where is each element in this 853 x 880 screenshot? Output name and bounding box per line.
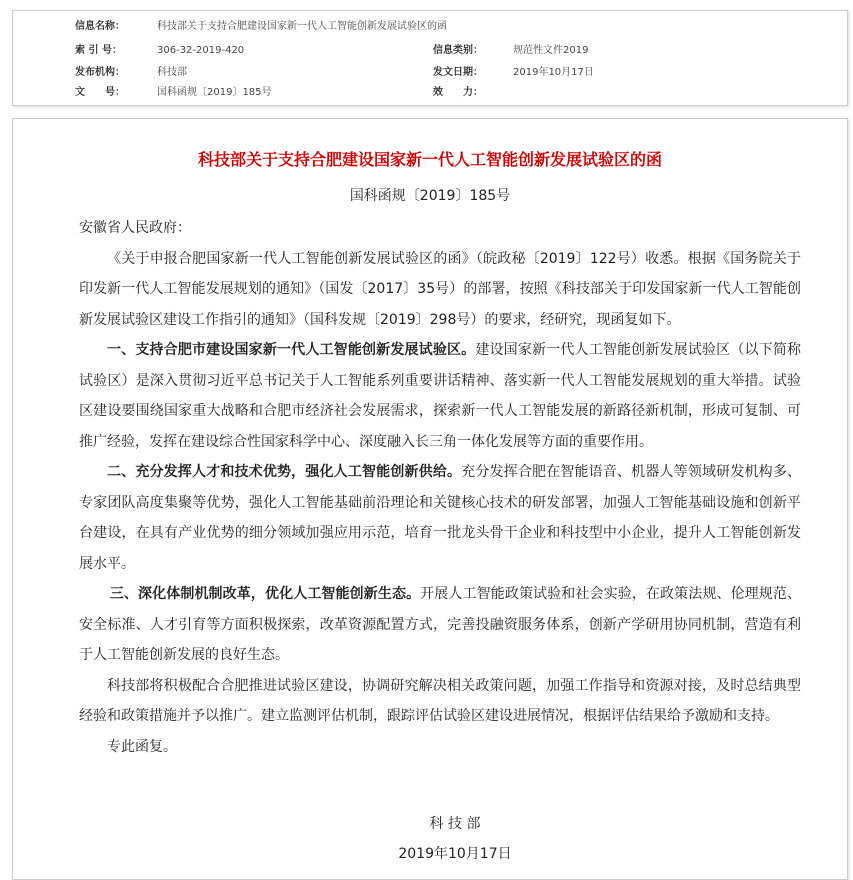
info-validity-label: 效 力： <box>433 87 483 98</box>
document-title: 科技部关于支持合肥建设国家新一代人工智能创新发展试验区的函 <box>197 150 662 169</box>
info-index-value: 306-32-2019-420 <box>157 45 245 56</box>
paragraph-intro: 《关于申报合肥国家新一代人工智能创新发展试验区的函》（皖政秘〔2019〕122号）收悉。根据《国务院关于印发新一代人工智能发展规划的通知》（国发〔2017〕35号）的部署，按照《科技部关于印发国家新一代人工智能创新发展试验区建设工作指引的通知》（国科发规〔2019〕298号）的要求，经研究，现函复如下。 <box>79 250 801 328</box>
document-number: 国科函规〔2019〕185号 <box>349 188 511 204</box>
section-3 <box>79 579 801 671</box>
info-docno-value: 国科函规〔2019〕185号 <box>157 87 272 98</box>
info-org-value: 科技部 <box>157 67 187 78</box>
document-body <box>12 118 848 880</box>
info-date-label: 发文日期： <box>433 67 483 78</box>
signature-date: 2019年10月17日 <box>398 846 512 862</box>
signature: 科 技 部 <box>429 816 481 832</box>
document-text <box>79 213 801 762</box>
info-docno-label: 文 号： <box>75 87 125 98</box>
section-1-body: 建设国家新一代人工智能创新发展试验区（以下简称试验区）是深入贯彻习近平总书记关于人工智能系列重要讲话精神、落实新一代人工智能发展规划的重大举措。试验区建设要围绕国家重大战略和合肥市经济社会发展需求，探索新一代人工智能发展的新路径新机制，形成可复制、可推广经验，发挥在建设综合性国家科学中心、深度融入长三角一体化发展等方面的重要作用。 <box>79 342 802 450</box>
info-name-value: 科技部关于支持合肥建设国家新一代人工智能创新发展试验区的函 <box>157 21 447 32</box>
section-2-heading: 二、充分发挥人才和技术优势，强化人工智能创新供给。 <box>107 464 462 480</box>
section-2 <box>79 457 801 579</box>
salutation: 安徽省人民政府： <box>79 220 191 236</box>
info-date-value: 2019年10月17日 <box>513 67 594 78</box>
info-name-label: 信息名称： <box>75 21 125 32</box>
info-index-label: 索 引 号： <box>75 45 122 56</box>
section-3-body: 开展人工智能政策试验和社会实验，在政策法规、伦理规范、安全标准、人才引育等方面积极探索，改革资源配置方式，完善投融资服务体系，创新产学研用协同机制，营造有利于人工智能创新发展的良好生态。 <box>79 586 802 663</box>
section-3-heading: 三、深化体制机制改革，优化人工智能创新生态。 <box>109 586 421 602</box>
paragraph-support: 科技部将积极配合合肥推进试验区建设，协调研究解决相关政策问题，加强工作指导和资源对接，及时总结典型经验和政策措施并予以推广。建立监测评估机制，跟踪评估试验区建设进展情况，根据评估结果给予激励和支持。 <box>79 677 801 724</box>
info-category-value: 规范性文件2019 <box>513 45 589 56</box>
info-org-label: 发布机构： <box>75 67 125 78</box>
section-1 <box>79 335 801 457</box>
section-1-heading: 一、支持合肥市建设国家新一代人工智能创新发展试验区。 <box>107 342 476 358</box>
info-category-label: 信息类别： <box>433 45 483 56</box>
info-panel <box>12 10 848 106</box>
closing: 专此函复。 <box>107 738 177 755</box>
section-2-body: 充分发挥合肥在智能语音、机器人等领域研发机构多、专家团队高度集聚等优势，强化人工智能基础前沿理论和关键核心技术的研发部署，加强人工智能基础设施和创新平台建设，在具有产业优势的细分领域加强应用示范，培育一批龙头骨干企业和科技型中小企业，提升人工智能创新发展水平。 <box>79 464 802 572</box>
